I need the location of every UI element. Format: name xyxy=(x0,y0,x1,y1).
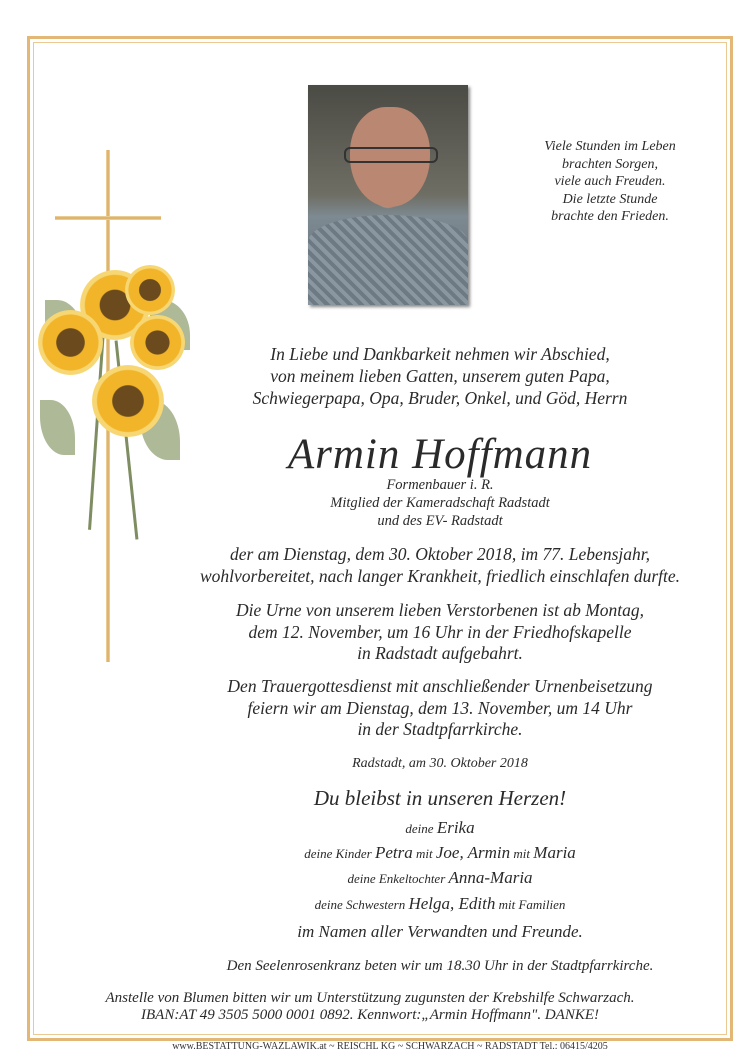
family-children xyxy=(190,843,690,863)
family-sisters xyxy=(190,894,690,914)
poem-line: Die letzte Stunde xyxy=(562,191,658,207)
intro-line: In Liebe und Dankbarkeit nehmen wir Abschied, xyxy=(270,344,610,364)
paragraph-line: wohlvorbereitet, nach langer Krankheit, friedlich einschlafen durfte. xyxy=(199,565,681,586)
relation: mit xyxy=(510,846,534,861)
poem-line: viele auch Freuden. xyxy=(554,174,666,189)
death-paragraph xyxy=(190,544,690,587)
poem xyxy=(520,138,700,226)
names: Erika xyxy=(436,818,475,837)
heart-line: Du bleibst in unseren Herzen! xyxy=(313,786,567,810)
paragraph-line: feiern wir am Dienstag, dem 13. November, um 14 Uhr xyxy=(247,697,633,718)
intro-line: von meinem lieben Gatten, unserem guten Papa, xyxy=(270,366,610,386)
portrait-photo xyxy=(308,85,468,305)
urn-paragraph xyxy=(190,600,690,665)
family-all-relatives: im Namen aller Verwandten und Freunde. xyxy=(297,922,583,941)
subtitle-line: Mitglied der Kameradschaft Radstadt xyxy=(330,495,550,511)
names: Petra xyxy=(374,843,413,862)
intro-text xyxy=(190,343,690,409)
paragraph-line: der am Dienstag, dem 30. Oktober 2018, im 77. Lebensjahr, xyxy=(230,544,650,564)
paragraph-line: in der Stadtpfarrkirche. xyxy=(357,719,523,739)
poem-line: brachten Sorgen, xyxy=(562,156,658,172)
paragraph-line: Die Urne von unserem lieben Verstorbenen ist ab Montag, xyxy=(235,600,645,620)
poem-line: Viele Stunden im Leben xyxy=(544,139,676,154)
relation: deine Kinder xyxy=(304,846,375,861)
donation-line: Anstelle von Blumen bitten wir um Unterstützung zugunsten der Krebshilfe Schwarzach. xyxy=(105,990,635,1006)
paragraph-line: dem 12. November, um 16 Uhr in der Friedhofskapelle xyxy=(248,621,632,642)
service-paragraph xyxy=(190,676,690,741)
footer: www.BESTATTUNG-WAZLAWIK.at ~ REISCHL KG ~ SCHWARZACH ~ RADSTADT Tel.: 06415/4205 xyxy=(172,1041,608,1052)
family-grandchild xyxy=(190,868,690,888)
deceased-subtitle xyxy=(190,476,690,530)
names: Joe, Armin xyxy=(435,843,511,862)
relation: mit xyxy=(412,846,436,861)
deceased-name: Armin Hoffmann xyxy=(287,431,593,478)
paragraph-line: in Radstadt aufgebahrt. xyxy=(357,643,523,663)
relation: mit Familien xyxy=(495,897,566,912)
rosary-note: Den Seelenrosenkranz beten wir um 18.30 Uhr in der Stadtpfarrkirche. xyxy=(226,958,654,974)
names: Anna-Maria xyxy=(448,868,533,887)
subtitle-line: und des EV- Radstadt xyxy=(377,513,503,529)
family-spouse xyxy=(190,818,690,838)
subtitle-line: Formenbauer i. R. xyxy=(386,477,494,493)
relation: deine Enkeltochter xyxy=(347,871,449,886)
intro-line: Schwiegerpapa, Opa, Bruder, Onkel, und Göd, Herrn xyxy=(252,388,628,408)
iban-line: IBAN:AT 49 3505 5000 0001 0892. Kennwort:„Armin Hoffmann". DANKE! xyxy=(141,1007,599,1023)
names: Maria xyxy=(533,843,576,862)
paragraph-line: Den Trauergottesdienst mit anschließender Urnenbeisetzung xyxy=(227,676,653,696)
poem-line: brachte den Frieden. xyxy=(551,209,669,224)
relation: deine xyxy=(405,821,437,836)
place-date: Radstadt, am 30. Oktober 2018 xyxy=(352,756,528,771)
relation: deine Schwestern xyxy=(314,897,409,912)
names: Helga, Edith xyxy=(408,894,496,913)
